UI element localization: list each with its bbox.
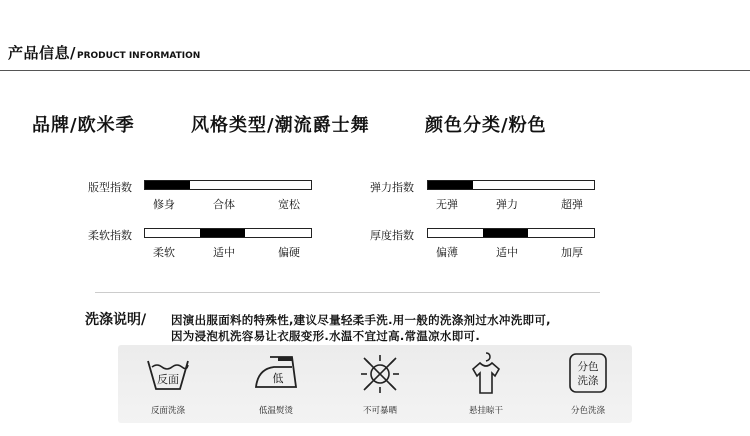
fit-index-label: 版型指数 bbox=[88, 181, 132, 194]
washing-text-line-2: 因为浸泡机洗容易让衣服变形.水温不宜过高.常温凉水即可. bbox=[171, 329, 481, 343]
care-item-reverse-wash bbox=[128, 349, 208, 421]
separate-wash-icon bbox=[566, 349, 610, 399]
tub-icon bbox=[143, 349, 193, 397]
care-label-low-iron: 低温熨烫 bbox=[258, 406, 293, 416]
section-title-text: 产品信息/ bbox=[8, 44, 76, 62]
thickness-index-level bbox=[483, 229, 528, 237]
softness-tick-1: 柔软 bbox=[153, 246, 175, 259]
care-item-no-sun bbox=[340, 349, 420, 421]
washing-title: 洗涤说明/ bbox=[85, 312, 147, 328]
fit-index-level bbox=[145, 181, 190, 189]
softness-index-level bbox=[200, 229, 245, 237]
softness-tick-2: 适中 bbox=[213, 246, 235, 259]
fit-tick-2: 合体 bbox=[213, 198, 235, 211]
brand-attribute: 品牌/欧米季 bbox=[32, 115, 135, 136]
header-divider bbox=[0, 70, 750, 71]
elasticity-tick-3: 超弹 bbox=[561, 198, 583, 211]
washing-text-line-1: 因演出服面料的特殊性,建议尽量轻柔手洗.用一般的洗涤剂过水冲洗即可, bbox=[171, 313, 551, 327]
softness-tick-3: 偏硬 bbox=[278, 246, 300, 259]
softness-index-bar bbox=[144, 228, 312, 238]
iron-icon-text: 低 bbox=[272, 372, 284, 385]
elasticity-tick-2: 弹力 bbox=[496, 198, 518, 211]
no-sun-icon bbox=[355, 349, 405, 399]
thickness-index-bar bbox=[427, 228, 595, 238]
thickness-tick-3: 加厚 bbox=[561, 246, 583, 259]
care-item-hang-dry bbox=[446, 349, 526, 421]
hang-dry-icon bbox=[461, 349, 511, 399]
elasticity-tick-1: 无弹 bbox=[436, 198, 458, 211]
care-label-reverse-wash: 反面洗涤 bbox=[150, 406, 185, 416]
thickness-tick-1: 偏薄 bbox=[436, 246, 458, 259]
care-label-no-sun: 不可暴晒 bbox=[362, 406, 397, 416]
fit-tick-3: 宽松 bbox=[278, 198, 300, 211]
separate-wash-text-2: 洗涤 bbox=[577, 375, 599, 387]
elasticity-index-bar bbox=[427, 180, 595, 190]
thickness-index-label: 厚度指数 bbox=[370, 229, 414, 242]
section-title bbox=[8, 42, 200, 63]
thickness-tick-2: 适中 bbox=[496, 246, 518, 259]
section-subtitle: PRODUCT INFORMATION bbox=[76, 51, 201, 61]
care-item-low-iron bbox=[236, 349, 316, 421]
care-label-hang-dry: 悬挂晾干 bbox=[468, 406, 503, 416]
fit-index-bar bbox=[144, 180, 312, 190]
section-divider bbox=[95, 292, 600, 293]
softness-index-label: 柔软指数 bbox=[88, 229, 132, 242]
iron-icon bbox=[248, 349, 304, 397]
elasticity-index-label: 弹力指数 bbox=[370, 181, 414, 194]
fit-tick-1: 修身 bbox=[153, 198, 175, 211]
separate-wash-text-1: 分色 bbox=[577, 361, 599, 373]
tub-icon-text: 反面 bbox=[157, 373, 179, 386]
style-attribute: 风格类型/潮流爵士舞 bbox=[191, 115, 370, 136]
color-attribute: 颜色分类/粉色 bbox=[425, 115, 547, 136]
care-item-separate-wash bbox=[548, 349, 628, 421]
care-label-separate-wash: 分色洗涤 bbox=[570, 406, 605, 416]
elasticity-index-level bbox=[428, 181, 473, 189]
